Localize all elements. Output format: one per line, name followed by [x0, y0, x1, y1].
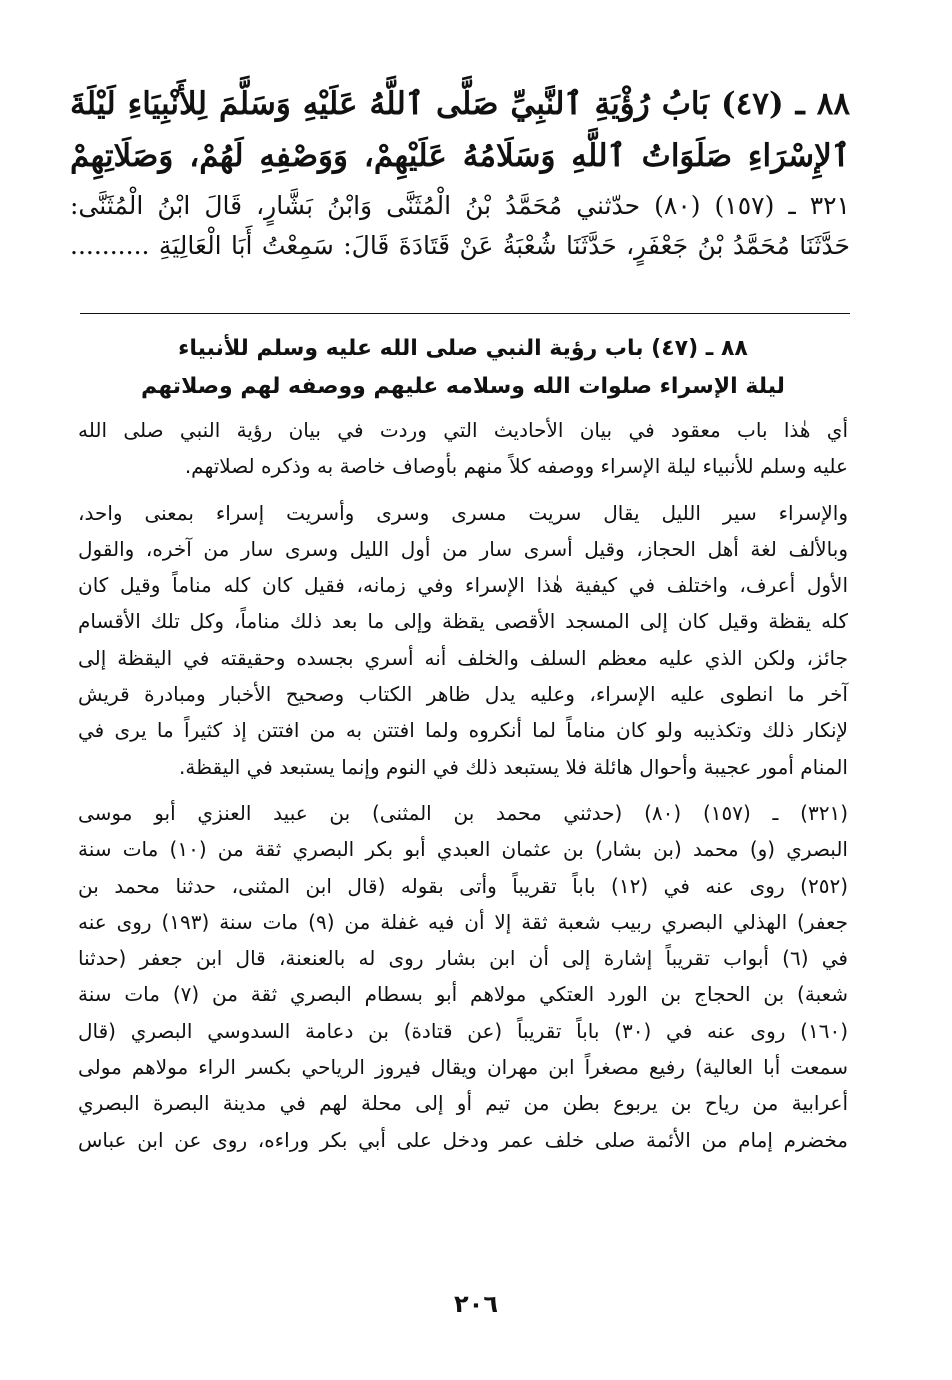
hadith-text-line: ٣٢١ ـ (١٥٧) (٨٠) حدّثني مُحَمَّدُ بْنُ الْمُثَنَّى وَابْنُ بَشَّارٍ، قَالَ ابْنُ الْمُثَنَّى:: [70, 191, 850, 220]
paragraph-line: لإنكار ذلك وتكذيبه ولو كان مناماً لما أنكروه ولما افتتن به من افتتن إذ كثيراً ما يرى في: [78, 718, 848, 743]
paragraph-line: (١٦٠) روى عنه في (٣٠) باباً تقريباً (عن قتادة) بن دعامة السدوسي البصري (قال: [78, 1018, 848, 1043]
paragraph-line: أي هٰذا باب معقود في بيان الأحاديث التي وردت في بيان رؤية النبي صلى الله: [78, 418, 848, 442]
paragraph-line: أعرابية من رياح بن يربوع بطن من تيم أو إلى محلة لهم في مدينة البصرة البصري: [78, 1091, 848, 1116]
paragraph-line: والإسراء سير الليل يقال سريت مسرى وسرى وأسريت إسراء بمعنى واحد،: [78, 500, 848, 525]
paragraph-line: عليه وسلم للأنبياء ليلة الإسراء ووصفه كلاً منهم بأوصاف خاصة به وذكره لصلاتهم.: [184, 454, 848, 479]
hadith-heading-line: ٨٨ ـ (٤٧) بَابُ رُؤْيَةِ ٱلنَّبِيِّ صَلَّى ٱللَّهُ عَلَيْهِ وَسَلَّمَ لِلأَنْبِيَاءِ لَيْلَةَ: [70, 86, 850, 122]
paragraph-line: سمعت أبا العالية) رفيع مصغراً ابن مهران ويقال فيروز الرياحي بكسر الراء مولاهم مولى: [78, 1055, 848, 1080]
paragraph-line: المنام أمور عجيبة وأحوال هائلة فلا يستبعد ذلك في النوم وإنما يستبعد في اليقظة.: [178, 754, 848, 779]
paragraph-line: مخضرم إمام من الأئمة صلى خلف عمر ودخل على أبي بكر وراءه، روى عن ابن عباس: [78, 1127, 848, 1152]
page-number: ٢٠٦: [454, 1290, 498, 1318]
section-divider: [80, 313, 850, 314]
paragraph-line: (٣٢١) ـ (١٥٧) (٨٠) (حدثني محمد بن المثنى) بن عبيد العنزي أبو موسى: [78, 800, 848, 825]
hadith-section: [70, 78, 850, 266]
commentary-title: [78, 330, 848, 406]
paragraph-line: البصري (و) محمد (بن بشار) بن عثمان العبدي أبو بكر البصري ثقة من (١٠) مات سنة: [78, 837, 848, 862]
paragraph-line: وبالألف لغة أهل الحجاز، وقيل أسرى سار من أول الليل وسرى سار من آخره، والقول: [78, 536, 848, 561]
commentary-title-line: ٨٨ ـ (٤٧) باب رؤية النبي صلى الله عليه وسلم للأنبياء: [178, 336, 748, 361]
paragraph-line: في (٦) أبواب تقريباً إشارة إلى أن ابن بشار روى له بالعنعنة، قال ابن جعفر (حدثنا: [78, 946, 848, 971]
paragraph-line: جعفر) الهذلي البصري ربيب شعبة ثقة إلا أن فيه غفلة من (٩) مات سنة (١٩٣) روى عنه: [78, 909, 849, 934]
commentary-paragraph: [78, 795, 848, 1158]
paragraph-line: جائز، ولكن الذي عليه معظم السلف والخلف أنه أسري بجسده وحقيقته في اليقظة إلى: [78, 645, 848, 670]
hadith-chapter-heading: [70, 78, 850, 182]
paragraph-line: كله يقظة وقيل كان إلى المسجد الأقصى يقظة وإلى ما بعد ذلك مناماً، وكل تلك الأقسام: [78, 609, 848, 634]
hadith-heading-line: ٱلإِسْرَاءِ صَلَوَاتُ ٱللَّهِ وَسَلَامُهُ عَلَيْهِمْ، وَوَصْفِهِ لَهُمْ، وَصَلَاتِهِمْ: [70, 138, 850, 174]
hadith-text-line: حَدَّثَنَا مُحَمَّدُ بْنُ جَعْفَرٍ، حَدَّثَنَا شُعْبَةُ عَنْ قَتَادَةَ قَالَ: سَمِعْتُ أَبَا الْعَالِيَةِ ..........: [70, 231, 850, 260]
paragraph-line: الأول أعرف، واختلف في كيفية هٰذا الإسراء وفي زمانه، فقيل كان كله مناماً وقيل كان: [78, 573, 848, 598]
paragraph-line: (٢٥٢) روى عنه في (١٢) باباً تقريباً وأتى بقوله (قال ابن المثنى، حدثنا محمد بن: [78, 873, 848, 898]
paragraph-line: شعبة) بن الحجاج بن الورد العتكي مولاهم أبو بسطام البصري ثقة من (٧) مات سنة: [78, 982, 849, 1007]
commentary-paragraph: [78, 495, 848, 785]
commentary-paragraph: [78, 412, 848, 485]
hadith-text: [70, 186, 850, 266]
commentary-title-line: ليلة الإسراء صلوات الله وسلامه عليهم ووصفه لهم وصلاتهم: [141, 374, 785, 399]
paragraph-line: آخر ما انطوى عليه الإسراء، وعليه يدل ظاهر الكتاب وصحيح الأخبار ومبادرة قريش: [78, 682, 848, 707]
commentary-section: [78, 330, 848, 1168]
